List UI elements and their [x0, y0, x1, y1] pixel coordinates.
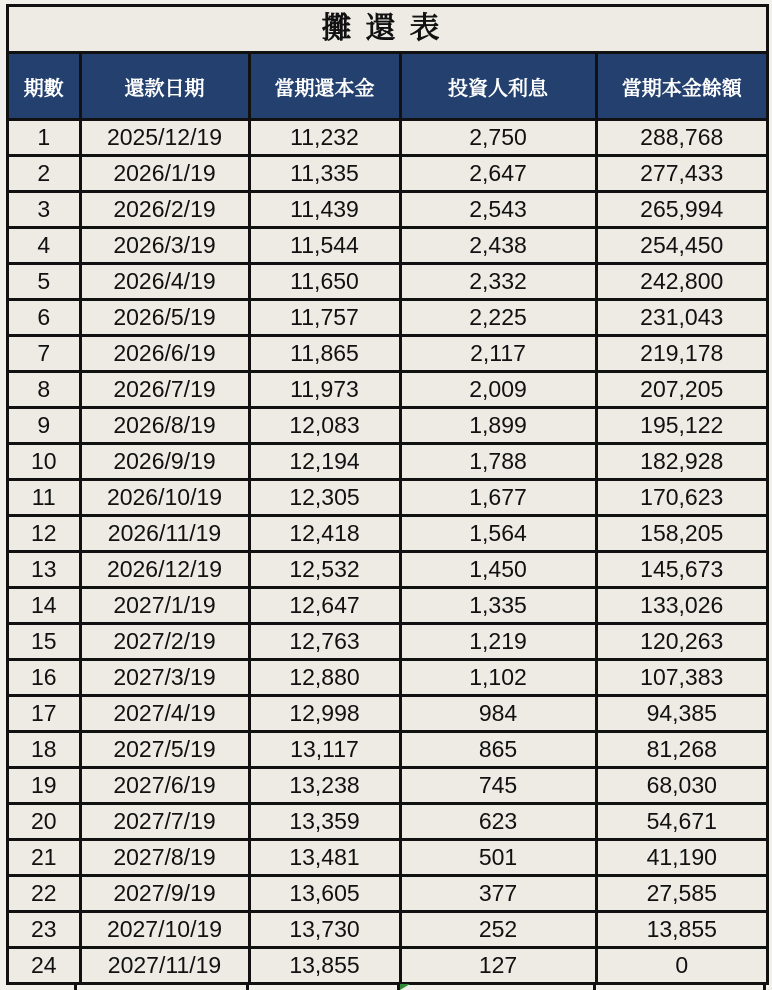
- table-row: [9, 732, 766, 768]
- cell-payment-date[interactable]: 2026/5/19: [80, 300, 249, 336]
- cell-period[interactable]: 24: [9, 948, 80, 984]
- table-row: [9, 804, 766, 840]
- cell-period[interactable]: 14: [9, 588, 80, 624]
- table-row: [9, 876, 766, 912]
- cell-investor-interest[interactable]: 1,788: [400, 444, 596, 480]
- table-row: [9, 696, 766, 732]
- cell-payment-date[interactable]: 2026/1/19: [80, 156, 249, 192]
- header-principal-balance: 當期本金餘額: [596, 54, 766, 120]
- cell-principal-repaid[interactable]: 12,305: [249, 480, 400, 516]
- cell-principal-balance[interactable]: 182,928: [596, 444, 766, 480]
- cell-payment-date[interactable]: 2026/3/19: [80, 228, 249, 264]
- cell-investor-interest[interactable]: 1,899: [400, 408, 596, 444]
- cell-investor-interest[interactable]: 1,102: [400, 660, 596, 696]
- cell-principal-repaid[interactable]: 13,855: [249, 948, 400, 984]
- header-row: [9, 54, 766, 120]
- cell-principal-repaid[interactable]: 11,335: [249, 156, 400, 192]
- cell-principal-repaid[interactable]: 11,973: [249, 372, 400, 408]
- cell-principal-balance[interactable]: 242,800: [596, 264, 766, 300]
- cell-principal-balance[interactable]: 81,268: [596, 732, 766, 768]
- cell-principal-balance[interactable]: 195,122: [596, 408, 766, 444]
- cell-investor-interest[interactable]: 2,647: [400, 156, 596, 192]
- amortization-sheet: [6, 4, 769, 985]
- cell-payment-date[interactable]: 2026/7/19: [80, 372, 249, 408]
- cell-principal-balance[interactable]: 0: [596, 948, 766, 984]
- cell-investor-interest[interactable]: 745: [400, 768, 596, 804]
- table-row: [9, 156, 766, 192]
- cell-principal-repaid[interactable]: 11,757: [249, 300, 400, 336]
- cell-principal-balance[interactable]: 207,205: [596, 372, 766, 408]
- cell-payment-date[interactable]: 2027/8/19: [80, 840, 249, 876]
- cell-period[interactable]: 16: [9, 660, 80, 696]
- cell-investor-interest[interactable]: 2,225: [400, 300, 596, 336]
- cell-investor-interest[interactable]: 2,117: [400, 336, 596, 372]
- grid-line: [74, 984, 77, 990]
- table-row: [9, 372, 766, 408]
- cell-investor-interest[interactable]: 2,543: [400, 192, 596, 228]
- cell-investor-interest[interactable]: 377: [400, 876, 596, 912]
- cell-investor-interest[interactable]: 984: [400, 696, 596, 732]
- cell-principal-balance[interactable]: 41,190: [596, 840, 766, 876]
- cell-payment-date[interactable]: 2027/5/19: [80, 732, 249, 768]
- cell-principal-repaid[interactable]: 12,532: [249, 552, 400, 588]
- cell-period[interactable]: 7: [9, 336, 80, 372]
- header-payment-date: 還款日期: [80, 54, 249, 120]
- cell-period[interactable]: 8: [9, 372, 80, 408]
- grid-line: [246, 984, 249, 990]
- header-period: 期數: [9, 54, 80, 120]
- cell-period[interactable]: 11: [9, 480, 80, 516]
- cell-principal-balance[interactable]: 277,433: [596, 156, 766, 192]
- cell-payment-date[interactable]: 2026/12/19: [80, 552, 249, 588]
- cell-period[interactable]: 19: [9, 768, 80, 804]
- cell-investor-interest[interactable]: 623: [400, 804, 596, 840]
- cell-principal-repaid[interactable]: 11,544: [249, 228, 400, 264]
- cell-payment-date[interactable]: 2027/11/19: [80, 948, 249, 984]
- cell-payment-date[interactable]: 2027/10/19: [80, 912, 249, 948]
- cell-investor-interest[interactable]: 2,750: [400, 120, 596, 156]
- cell-payment-date[interactable]: 2027/1/19: [80, 588, 249, 624]
- cell-principal-balance[interactable]: 158,205: [596, 516, 766, 552]
- cell-principal-repaid[interactable]: 12,647: [249, 588, 400, 624]
- cell-principal-balance[interactable]: 145,673: [596, 552, 766, 588]
- cell-period[interactable]: 17: [9, 696, 80, 732]
- cell-principal-balance[interactable]: 231,043: [596, 300, 766, 336]
- cell-principal-balance[interactable]: 170,623: [596, 480, 766, 516]
- cell-principal-repaid[interactable]: 11,865: [249, 336, 400, 372]
- cell-principal-balance[interactable]: 254,450: [596, 228, 766, 264]
- cell-period[interactable]: 21: [9, 840, 80, 876]
- cell-payment-date[interactable]: 2026/11/19: [80, 516, 249, 552]
- cell-payment-date[interactable]: 2026/6/19: [80, 336, 249, 372]
- cell-investor-interest[interactable]: 865: [400, 732, 596, 768]
- cell-principal-balance[interactable]: 54,671: [596, 804, 766, 840]
- table-row: [9, 444, 766, 480]
- cell-period[interactable]: 5: [9, 264, 80, 300]
- cell-principal-balance[interactable]: 265,994: [596, 192, 766, 228]
- cell-investor-interest[interactable]: 2,438: [400, 228, 596, 264]
- cell-payment-date[interactable]: 2027/7/19: [80, 804, 249, 840]
- table-row: [9, 912, 766, 948]
- header-principal-repaid: 當期還本金: [249, 54, 400, 120]
- cell-investor-interest[interactable]: 1,219: [400, 624, 596, 660]
- table-row: [9, 624, 766, 660]
- cell-period[interactable]: 6: [9, 300, 80, 336]
- cell-period[interactable]: 2: [9, 156, 80, 192]
- cell-investor-interest[interactable]: 127: [400, 948, 596, 984]
- cell-principal-balance[interactable]: 120,263: [596, 624, 766, 660]
- cell-payment-date[interactable]: 2027/4/19: [80, 696, 249, 732]
- cell-period[interactable]: 18: [9, 732, 80, 768]
- cell-payment-date[interactable]: 2026/10/19: [80, 480, 249, 516]
- table-row: [9, 408, 766, 444]
- cell-period[interactable]: 1: [9, 120, 80, 156]
- table-row: [9, 588, 766, 624]
- table-row: [9, 192, 766, 228]
- cell-principal-balance[interactable]: 13,855: [596, 912, 766, 948]
- table-row: [9, 228, 766, 264]
- cell-period[interactable]: 23: [9, 912, 80, 948]
- cell-period[interactable]: 12: [9, 516, 80, 552]
- cell-principal-repaid[interactable]: 12,998: [249, 696, 400, 732]
- cell-period[interactable]: 20: [9, 804, 80, 840]
- cell-principal-balance[interactable]: 94,385: [596, 696, 766, 732]
- table-row: [9, 480, 766, 516]
- cell-principal-repaid[interactable]: 11,232: [249, 120, 400, 156]
- table-row: [9, 660, 766, 696]
- table-row: [9, 516, 766, 552]
- cell-principal-repaid[interactable]: 13,605: [249, 876, 400, 912]
- table-row: [9, 840, 766, 876]
- cell-investor-interest[interactable]: 2,009: [400, 372, 596, 408]
- table-row: [9, 552, 766, 588]
- cell-investor-interest[interactable]: 1,564: [400, 516, 596, 552]
- table-row: [9, 768, 766, 804]
- table-row: [9, 264, 766, 300]
- cell-principal-repaid[interactable]: 13,238: [249, 768, 400, 804]
- cell-principal-balance[interactable]: 68,030: [596, 768, 766, 804]
- table-row: [9, 948, 766, 984]
- cell-principal-balance[interactable]: 288,768: [596, 120, 766, 156]
- cell-investor-interest[interactable]: 252: [400, 912, 596, 948]
- cell-principal-balance[interactable]: 27,585: [596, 876, 766, 912]
- cell-principal-repaid[interactable]: 11,439: [249, 192, 400, 228]
- cell-payment-date[interactable]: 2026/8/19: [80, 408, 249, 444]
- table-row: [9, 120, 766, 156]
- cell-principal-repaid[interactable]: 13,117: [249, 732, 400, 768]
- cell-principal-repaid[interactable]: 12,880: [249, 660, 400, 696]
- cell-period[interactable]: 10: [9, 444, 80, 480]
- cell-principal-balance[interactable]: 133,026: [596, 588, 766, 624]
- grid-line: [763, 984, 766, 990]
- cell-investor-interest[interactable]: 1,335: [400, 588, 596, 624]
- cell-payment-date[interactable]: 2027/9/19: [80, 876, 249, 912]
- cell-investor-interest[interactable]: 501: [400, 840, 596, 876]
- cell-principal-repaid[interactable]: 11,650: [249, 264, 400, 300]
- grid-line: [593, 984, 596, 990]
- cell-investor-interest[interactable]: 2,332: [400, 264, 596, 300]
- cell-principal-balance[interactable]: 219,178: [596, 336, 766, 372]
- cell-payment-date[interactable]: 2025/12/19: [80, 120, 249, 156]
- cell-investor-interest[interactable]: 1,450: [400, 552, 596, 588]
- cell-principal-repaid[interactable]: 12,194: [249, 444, 400, 480]
- cell-payment-date[interactable]: 2026/4/19: [80, 264, 249, 300]
- table-row: [9, 300, 766, 336]
- cell-principal-repaid[interactable]: 13,481: [249, 840, 400, 876]
- cell-principal-repaid[interactable]: 12,083: [249, 408, 400, 444]
- cell-principal-repaid[interactable]: 12,763: [249, 624, 400, 660]
- next-row-edge: [6, 984, 769, 990]
- cell-payment-date[interactable]: 2026/2/19: [80, 192, 249, 228]
- cell-period[interactable]: 9: [9, 408, 80, 444]
- cell-principal-repaid[interactable]: 13,359: [249, 804, 400, 840]
- cell-period[interactable]: 4: [9, 228, 80, 264]
- cell-payment-date[interactable]: 2027/3/19: [80, 660, 249, 696]
- cell-period[interactable]: 3: [9, 192, 80, 228]
- cell-payment-date[interactable]: 2027/2/19: [80, 624, 249, 660]
- cell-investor-interest[interactable]: 1,677: [400, 480, 596, 516]
- cell-principal-repaid[interactable]: 12,418: [249, 516, 400, 552]
- cell-payment-date[interactable]: 2027/6/19: [80, 768, 249, 804]
- cell-payment-date[interactable]: 2026/9/19: [80, 444, 249, 480]
- cell-principal-balance[interactable]: 107,383: [596, 660, 766, 696]
- table-row: [9, 336, 766, 372]
- cell-period[interactable]: 13: [9, 552, 80, 588]
- amortization-table: [9, 54, 766, 985]
- cell-principal-repaid[interactable]: 13,730: [249, 912, 400, 948]
- cell-period[interactable]: 22: [9, 876, 80, 912]
- header-investor-interest: 投資人利息: [400, 54, 596, 120]
- table-title: 攤還表: [9, 7, 766, 54]
- cell-error-indicator-icon[interactable]: [400, 984, 410, 990]
- cell-period[interactable]: 15: [9, 624, 80, 660]
